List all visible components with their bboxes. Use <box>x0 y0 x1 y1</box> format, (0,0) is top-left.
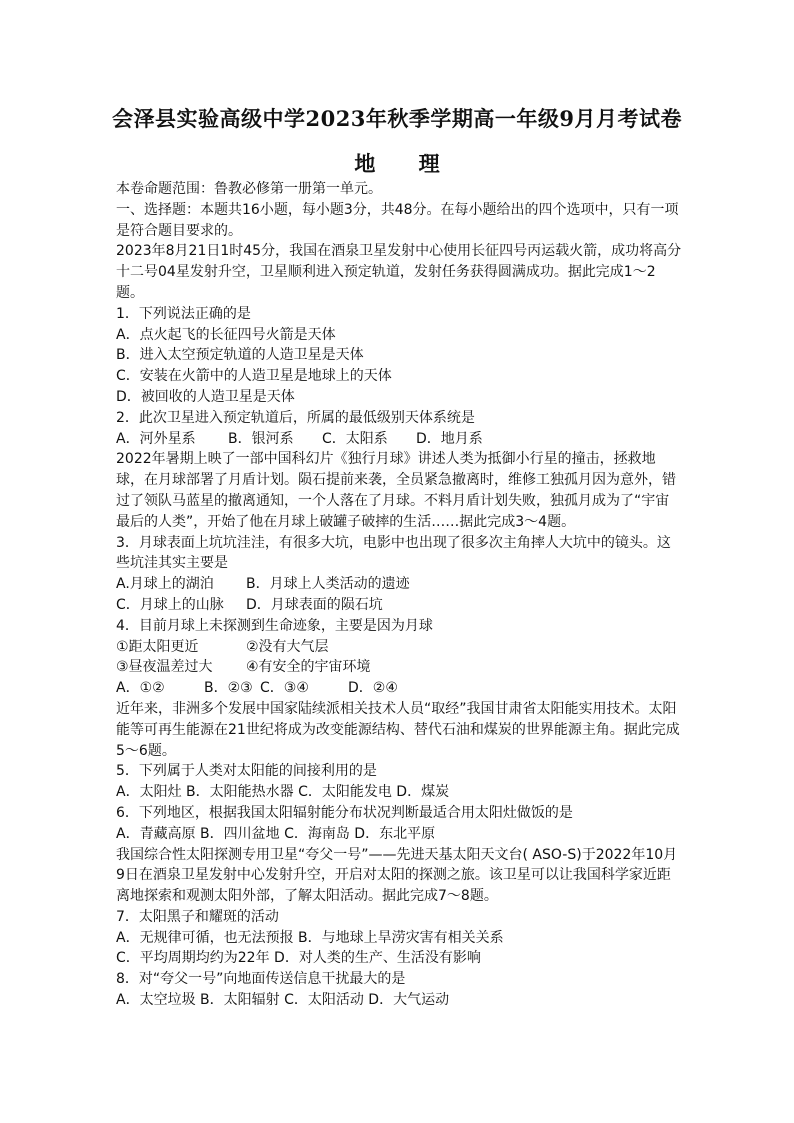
q1-option-b: B．进入太空预定轨道的人造卫星是天体 <box>116 347 364 364</box>
q8-stem: 8．对“夸父一号”向地面传送信息干扰最大的是 <box>116 971 406 988</box>
q4-statement-2: ②没有大气层 <box>246 638 329 655</box>
q2-option-a: A．河外星系 <box>116 430 196 447</box>
q3-options-ab <box>116 574 682 595</box>
q4-statements-12 <box>116 637 682 658</box>
q3-stem: 3．月球表面上坑坑洼洼，有很多大坑，电影中也出现了很多次主角摔人大坑中的镜头。这些坑洼其实主要是 <box>116 534 671 572</box>
q6-stem: 6．下列地区，根据我国太阳辐射能分布状况判断最适合用太阳灶做饭的是 <box>116 804 573 821</box>
q8-options: A．太空垃圾 B．太阳辐射 C．太阳活动 D．大气运动 <box>116 992 450 1009</box>
q5-options: A．太阳灶 B．太阳能热水器 C．太阳能发电 D．煤炭 <box>116 784 450 801</box>
q7-options-cd: C．平均周期均约为22年 D．对人类的生产、生活没有影响 <box>116 950 481 967</box>
q3-options-cd <box>116 595 682 616</box>
q3-option-d: D．月球表面的陨石坑 <box>246 596 383 613</box>
q7-stem: 7．太阳黑子和耀斑的活动 <box>116 908 279 925</box>
q4-option-d: D．②④ <box>348 680 398 697</box>
q7-options-ab: A．无规律可循，也无法预报 B．与地球上旱涝灾害有相关关系 <box>116 929 504 946</box>
q4-option-b: B．②③ <box>204 680 253 697</box>
q2-option-d: D．地月系 <box>416 430 483 447</box>
exam-body <box>116 179 682 1011</box>
q1-option-c: C．安装在火箭中的人造卫星是地球上的天体 <box>116 368 392 385</box>
q2-option-b: B．银河系 <box>228 430 294 447</box>
exam-subject: 地 理 <box>354 151 458 176</box>
q6-options: A．青藏高原 B．四川盆地 C．海南岛 D．东北平原 <box>116 825 436 842</box>
q3-option-a: A.月球上的湖泊 <box>116 576 214 593</box>
q1-stem: 1．下列说法正确的是 <box>116 305 251 322</box>
passage-1: 2023年8月21日1时45分，我国在酒泉卫星发射中心使用长征四号丙运载火箭，成功将高分十二号04星发射升空，卫星顺利进入预定轨道，发射任务获得圆满成功。据此完成1～2题。 <box>116 243 682 301</box>
q2-options <box>116 429 682 450</box>
q4-statements-34 <box>116 657 682 678</box>
exam-title: 会泽县实验高级中学2023年秋季学期高一年级9月月考试卷 <box>111 106 683 131</box>
q4-statement-4: ④有安全的宇宙环境 <box>246 659 371 676</box>
q4-options <box>116 678 682 699</box>
section-instructions: 一、选择题：本题共16小题，每小题3分，共48分。在每小题给出的四个选项中，只有一项是符合题目要求的。 <box>116 201 679 239</box>
q3-option-c: C．月球上的山脉 <box>116 596 224 613</box>
passage-3: 近年来，非洲多个发展中国家陆续派相关技术人员“取经”我国甘肃省太阳能实用技术。太阳能等可再生能源在21世纪将成为改变能源结构、替代石油和煤炭的世界能源主角。据此完成5～6题。 <box>116 700 680 759</box>
q4-statement-3: ③昼夜温差过大 <box>116 659 213 676</box>
q2-option-c: C．太阳系 <box>322 430 388 447</box>
q4-statement-1: ①距太阳更近 <box>116 638 199 655</box>
q5-stem: 5．下列属于人类对太阳能的间接利用的是 <box>116 763 377 780</box>
exam-scope: 本卷命题范围：鲁教必修第一册第一单元。 <box>116 181 382 197</box>
q4-option-c: C．③④ <box>260 680 309 697</box>
q1-option-a: A．点火起飞的长征四号火箭是天体 <box>116 326 336 343</box>
passage-4: 我国综合性太阳探测专用卫星“夸父一号”——先进天基太阳天文台( ASO-S)于2022年10月9日在酒泉卫星发射中心发射升空，开启对太阳的探测之旅。该卫星可以让我国科学家近距离地探索和观测太阳外部，了解太阳活动。据此完成7～8题。 <box>116 846 678 905</box>
q2-stem: 2．此次卫星进入预定轨道后，所属的最低级别天体系统是 <box>116 409 475 426</box>
q1-option-d: D．被回收的人造卫星是天体 <box>116 388 295 405</box>
passage-2: 2022年暑期上映了一部中国科幻片《独行月球》讲述人类为抵御小行星的撞击，拯救地球，在月球部署了月盾计划。陨石提前来袭，全员紧急撤离时，维修工独孤月因为意外，错过了领队马蓝星的撤离通知，一个人落在了月球。不料月盾计划失败，独孤月成为了“宇宙最后的人类”，开始了他在月球上破罐子破摔的生活……据此完成3～4题。 <box>116 451 676 530</box>
q3-option-b: B．月球上人类活动的遗迹 <box>246 576 410 593</box>
q4-stem: 4．目前月球上未探测到生命迹象，主要是因为月球 <box>116 617 433 634</box>
q4-option-a: A．①② <box>116 680 165 697</box>
